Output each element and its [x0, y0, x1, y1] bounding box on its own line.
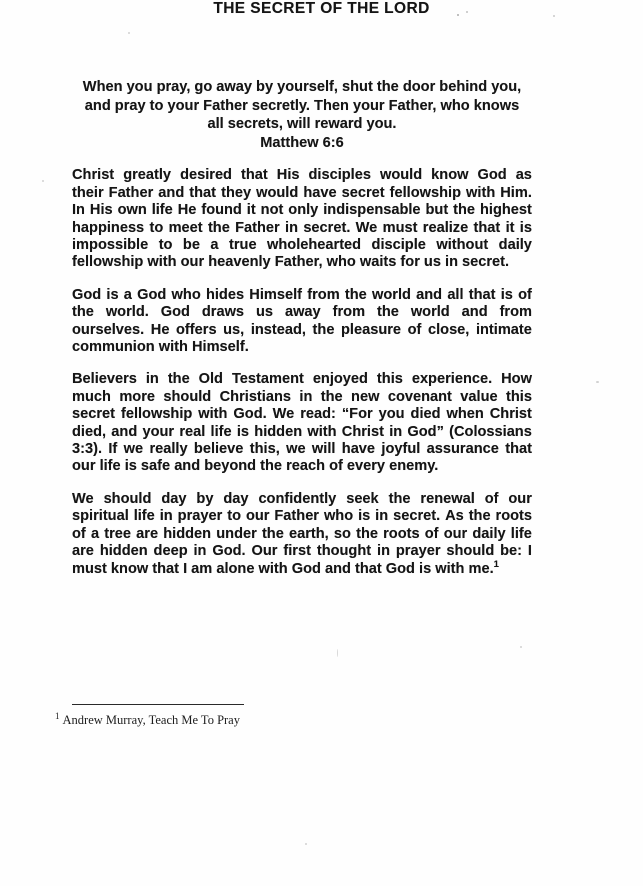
paragraph-line: are hidden deep in God. Our first thought in prayer should be: I: [72, 543, 532, 560]
paragraph-line: secret fellowship with God. We read: “For you died when Christ: [72, 406, 532, 423]
scan-speckle: [337, 649, 338, 657]
document-title: THE SECRET OF THE LORD: [213, 0, 430, 17]
scripture-reference: Matthew 6:6: [260, 134, 344, 151]
paragraph-line: died, and your real life is hidden with Christ in God” (Colossians: [72, 423, 532, 440]
paragraph-line: the world. God draws us away from the world and from: [72, 304, 532, 321]
scripture-quote: [72, 78, 532, 152]
footnote-section: [55, 704, 515, 728]
paragraph-line: [72, 558, 532, 578]
body-paragraph-3: [72, 371, 532, 475]
paragraph-line: impossible to be a true wholehearted disciple without daily: [72, 237, 532, 253]
paragraph-line: 3:3). If we really believe this, we will have joyful assurance that: [72, 441, 532, 458]
paragraph-line: communion with Himself.: [72, 339, 249, 356]
scan-speckle: [553, 15, 555, 17]
quote-line: When you pray, go away by yourself, shut the door behind you,: [82, 79, 522, 95]
scan-speckle: [305, 843, 307, 845]
quote-line: and pray to your Father secretly. Then your Father, who knows: [84, 97, 520, 114]
scan-speckle: [457, 14, 459, 16]
paragraph-line: Believers in the Old Testament enjoyed this experience. How: [72, 371, 532, 388]
paragraph-line: much more should Christians in the new covenant value this: [72, 388, 532, 405]
body-paragraph-2: [72, 287, 532, 357]
paragraph-line: fellowship with our heavenly Father, who waits for us in secret.: [72, 254, 510, 271]
scan-speckle: [128, 32, 130, 34]
scan-speckle: [42, 180, 44, 182]
scan-speckle: [520, 646, 522, 648]
paragraph-line: We should day by day confidently seek the renewal of our: [72, 490, 532, 507]
body-paragraph-4: [72, 491, 532, 578]
footnote-text: Andrew Murray, Teach Me To Pray: [62, 713, 240, 728]
paragraph-line: our life is safe and beyond the reach of every enemy.: [72, 458, 439, 475]
paragraph-line: ourselves. He offers us, instead, the pleasure of close, intimate: [72, 321, 532, 338]
scan-speckle: [466, 11, 468, 13]
scan-speckle: [596, 381, 599, 383]
footnote-divider: [72, 704, 244, 705]
paragraph-line: happiness to meet the Father in secret. We must realize that it is: [72, 219, 532, 236]
quote-line: all secrets, will reward you.: [207, 116, 397, 133]
footnote-marker: 1: [55, 711, 60, 721]
paragraph-line-text: must know that I am alone with God and that God is with me.: [72, 560, 494, 577]
footnote-reference-marker: 1: [493, 558, 499, 570]
body-paragraph-1: [72, 167, 532, 271]
paragraph-line: In His own life He found it not only indispensable but the highest: [72, 202, 532, 219]
paragraph-line: spiritual life in prayer to our Father who is in secret. As the roots: [72, 508, 532, 525]
paragraph-line: Christ greatly desired that His disciples would know God as: [72, 167, 532, 184]
paragraph-line: God is a God who hides Himself from the world and all that is of: [72, 286, 532, 303]
paragraph-line: their Father and that they would have secret fellowship with Him.: [72, 184, 532, 201]
text-column: [72, 78, 532, 593]
footnote: [55, 708, 515, 728]
paragraph-line: of a tree are hidden under the earth, so the roots of our daily life: [72, 525, 532, 542]
